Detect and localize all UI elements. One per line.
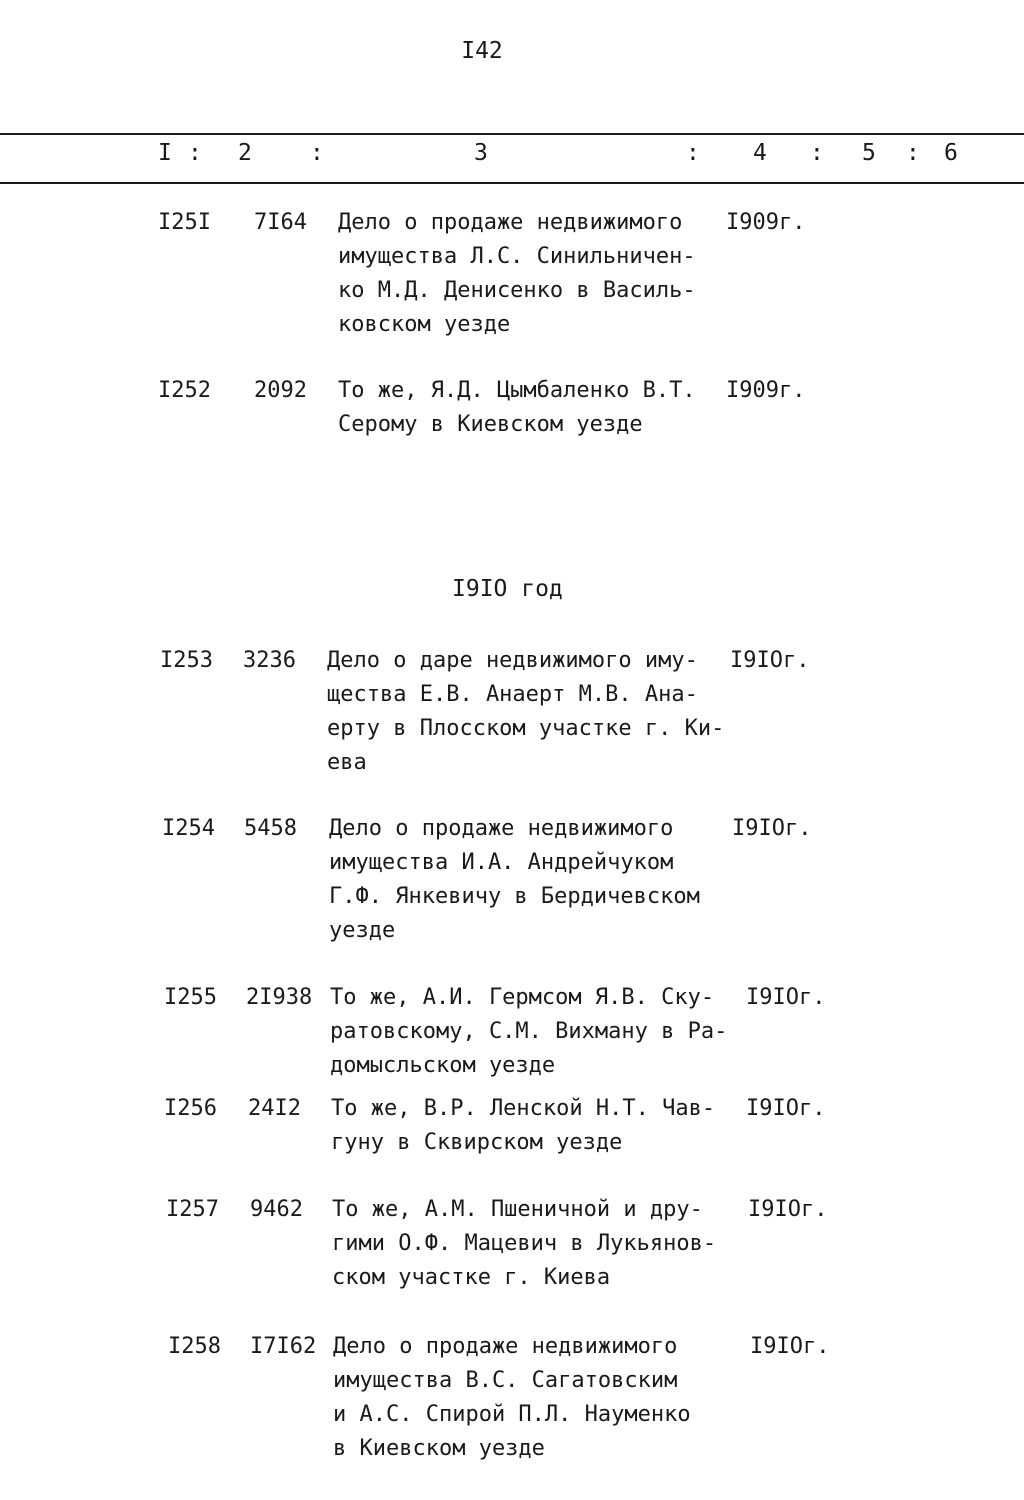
entry-year: I9IOг. — [746, 1096, 826, 1121]
description-line: ском участке г. Киева — [332, 1265, 611, 1290]
description-line: имущества В.С. Сагатовским — [333, 1368, 678, 1393]
description-line: домысльском уезде — [330, 1053, 556, 1078]
entry-number: I256 — [164, 1096, 217, 1121]
description-line: Серому в Киевском уезде — [338, 412, 643, 437]
header-separator: : — [686, 140, 700, 166]
entry-description — [330, 981, 730, 1083]
description-line: уезде — [329, 918, 396, 943]
description-line: То же, А.М. Пшеничной и дру- — [332, 1197, 703, 1222]
description-line: гуну в Сквирском уезде — [331, 1130, 623, 1155]
entry-number: I254 — [162, 816, 215, 841]
header-col-1: I — [158, 140, 172, 166]
header-separator: : — [906, 140, 920, 166]
header-col-6: 6 — [944, 140, 958, 166]
description-line: Дело о продаже недвижимого — [329, 816, 674, 841]
description-line: ерту в Плосском участке г. Ки- — [327, 716, 725, 741]
header-separator: : — [188, 140, 202, 166]
description-line: имущества Л.С. Синильничен- — [338, 244, 696, 269]
header-separator: : — [310, 140, 324, 166]
description-line: ева — [327, 750, 367, 775]
entry-file-number: I7I62 — [250, 1334, 317, 1359]
entry-description — [338, 374, 738, 442]
entry-description — [327, 644, 727, 780]
description-line: Г.Ф. Янкевичу в Бердичевском — [329, 884, 700, 909]
entry-year: I9IOг. — [746, 985, 826, 1010]
entry-number: I253 — [160, 648, 213, 673]
entry-number: I252 — [158, 378, 211, 403]
description-line: ко М.Д. Денисенко в Василь- — [338, 278, 696, 303]
description-line: и А.С. Спирой П.Л. Науменко — [333, 1402, 691, 1427]
header-col-5: 5 — [862, 140, 876, 166]
entry-file-number: 5458 — [244, 816, 297, 841]
header-separator: : — [810, 140, 824, 166]
entry-file-number: 2092 — [254, 378, 307, 403]
entry-file-number: 2I938 — [246, 985, 313, 1010]
description-line: Дело о продаже недвижимого — [338, 210, 683, 235]
entry-number: I255 — [164, 985, 217, 1010]
table-top-rule — [0, 133, 1024, 135]
entry-description — [329, 812, 729, 948]
entry-file-number: 24I2 — [248, 1096, 301, 1121]
header-col-3: 3 — [474, 140, 488, 166]
description-line: ратовскому, С.М. Вихману в Ра- — [330, 1019, 728, 1044]
header-col-4: 4 — [753, 140, 767, 166]
header-col-2: 2 — [238, 140, 252, 166]
page-number: I42 — [461, 38, 503, 64]
description-line: Дело о даре недвижимого иму- — [327, 648, 698, 673]
entry-year: I9IOг. — [748, 1197, 828, 1222]
entry-file-number: 7I64 — [254, 210, 307, 235]
description-line: ковском уезде — [338, 312, 511, 337]
description-line: То же, Я.Д. Цымбаленко В.Т. — [338, 378, 696, 403]
description-line: щества Е.В. Анаерт М.В. Ана- — [327, 682, 698, 707]
description-line: в Киевском уезде — [333, 1436, 545, 1461]
description-line: Дело о продаже недвижимого — [333, 1334, 678, 1359]
description-line: То же, А.И. Гермсом Я.В. Ску- — [330, 985, 715, 1010]
description-line: гими О.Ф. Мацевич в Лукьянов- — [332, 1231, 717, 1256]
entry-number: I25I — [158, 210, 211, 235]
entry-description — [331, 1092, 731, 1160]
entry-file-number: 3236 — [243, 648, 296, 673]
section-heading: I9IO год — [452, 576, 563, 602]
entry-description — [332, 1193, 732, 1295]
entry-year: I9IOг. — [730, 648, 810, 673]
entry-year: I9IOг. — [732, 816, 812, 841]
entry-description — [338, 206, 738, 342]
entry-year: I909г. — [726, 210, 806, 235]
description-line: имущества И.А. Андрейчуком — [329, 850, 674, 875]
entry-number: I257 — [166, 1197, 219, 1222]
entry-description — [333, 1330, 733, 1466]
table-bottom-rule — [0, 182, 1024, 184]
entry-file-number: 9462 — [250, 1197, 303, 1222]
entry-year: I9IOг. — [750, 1334, 830, 1359]
entry-year: I909г. — [726, 378, 806, 403]
description-line: То же, В.Р. Ленской Н.Т. Чав- — [331, 1096, 716, 1121]
entry-number: I258 — [168, 1334, 221, 1359]
